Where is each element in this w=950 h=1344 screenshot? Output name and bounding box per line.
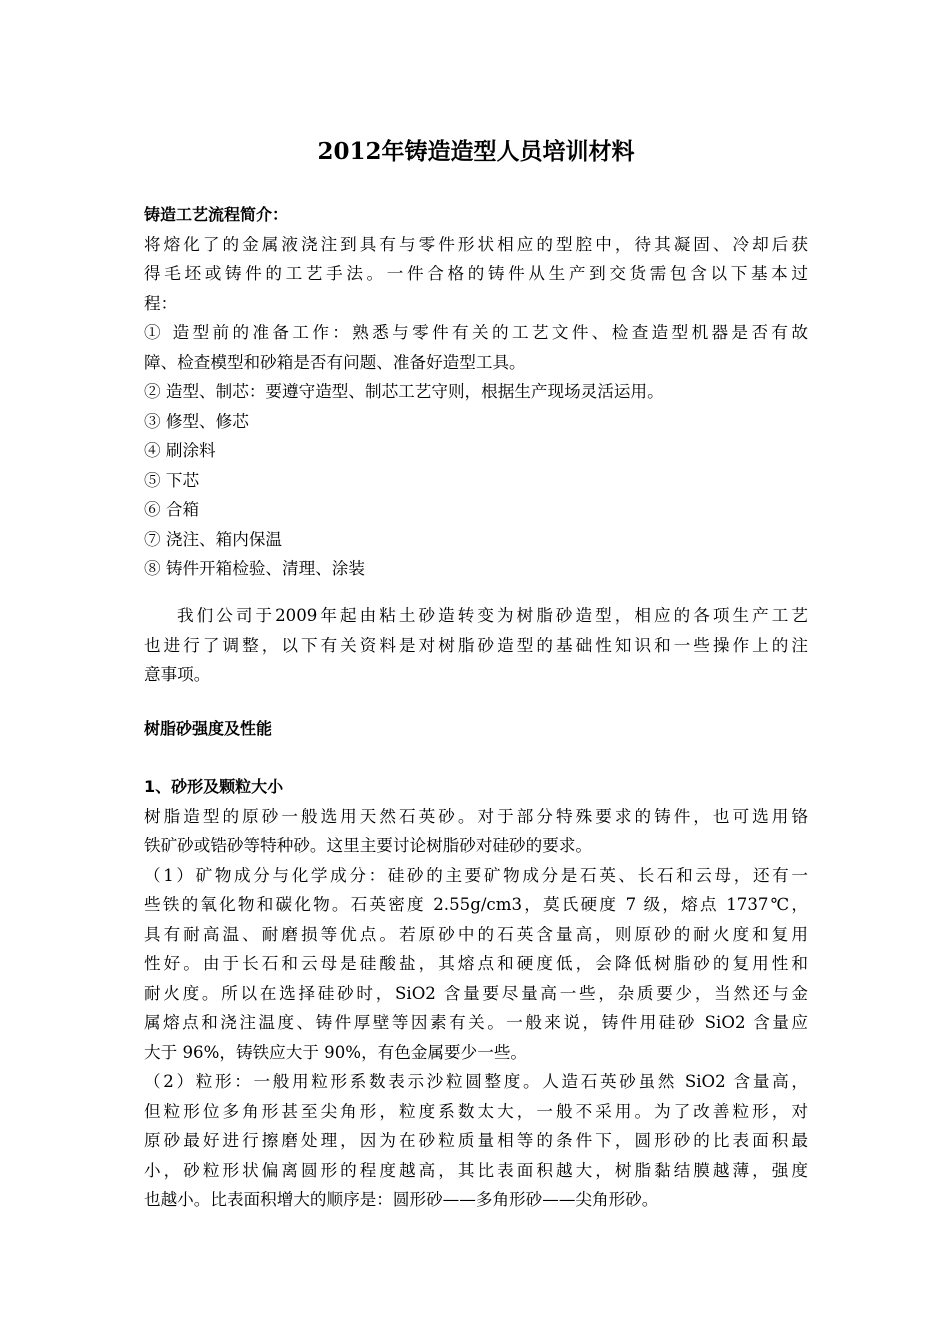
paragraph-line: 属熔点和浇注温度、铸件厚壁等因素有关。一般来说，铸件用硅砂 SiO2 含量应 bbox=[144, 1013, 808, 1032]
list-item: 障、检查模型和砂箱是否有问题、准备好造型工具。 bbox=[144, 352, 526, 372]
list-item: ① 造型前的准备工作：熟悉与零件有关的工艺文件、检查造型机器是否有故 bbox=[144, 323, 808, 342]
list-item: ③ 修型、修芯 bbox=[144, 411, 249, 431]
paragraph-line: 性好。由于长石和云母是硅酸盐，其熔点和硬度低，会降低树脂砂的复用性和 bbox=[144, 954, 808, 973]
paragraph-line: 些铁的氧化物和碳化物。石英密度 2.55g/cm3，莫氏硬度 7 级，熔点 1737℃， bbox=[144, 895, 808, 914]
section-heading: 树脂砂强度及性能 bbox=[144, 719, 273, 738]
paragraph-line: 大于 96%，铸铁应大于 90%，有色金属要少一些。 bbox=[144, 1042, 528, 1062]
paragraph-line: 小，砂粒形状偏离圆形的程度越高，其比表面积越大，树脂黏结膜越薄，强度 bbox=[144, 1160, 808, 1180]
paragraph-line: 铁矿砂或锆砂等特种砂。这里主要讨论树脂砂对硅砂的要求。 bbox=[144, 836, 593, 855]
paragraph-line: 我们公司于2009年起由粘土砂造转变为树脂砂造型，相应的各项生产工艺 bbox=[177, 606, 808, 625]
section-resin-sand bbox=[144, 714, 808, 744]
paragraph-line: （1）矿物成分与化学成分：硅砂的主要矿物成分是石英、长石和云母，还有一 bbox=[144, 865, 808, 885]
paragraph-line: （2）粒形：一般用粒形系数表示沙粒圆整度。人造石英砂虽然 SiO2 含量高， bbox=[144, 1072, 808, 1091]
paragraph-line: 原砂最好进行擦磨处理，因为在砂粒质量相等的条件下，圆形砂的比表面积最 bbox=[144, 1131, 808, 1150]
paragraph-line: 具有耐高温、耐磨损等优点。若原砂中的石英含量高，则原砂的耐火度和复用 bbox=[144, 924, 808, 944]
list-item: ④ 刷涂料 bbox=[144, 441, 216, 460]
section-heading: 1、砂形及颗粒大小 bbox=[144, 777, 284, 796]
paragraph-line: 也进行了调整，以下有关资料是对树脂砂造型的基础性知识和一些操作上的注 bbox=[144, 635, 808, 655]
document-title: 2012年铸造造型人员培训材料 bbox=[317, 138, 635, 165]
paragraph-line: 树脂造型的原砂一般选用天然石英砂。对于部分特殊要求的铸件，也可选用铬 bbox=[144, 806, 808, 826]
paragraph-line: 将熔化了的金属液浇注到具有与零件形状相应的型腔中，待其凝固、冷却后获 bbox=[144, 234, 808, 254]
list-item: ② 造型、制芯：要遵守造型、制芯工艺守则，根据生产现场灵活运用。 bbox=[144, 382, 664, 401]
paragraph-line: 但粒形位多角形甚至尖角形，粒度系数太大，一般不采用。为了改善粒形，对 bbox=[144, 1101, 808, 1121]
section-process-intro bbox=[144, 200, 808, 584]
list-item: ⑦ 浇注、箱内保温 bbox=[144, 529, 283, 549]
paragraph-line: 耐火度。所以在选择硅砂时，SiO2 含量要尽量高一些，杂质要少，当然还与金 bbox=[144, 983, 808, 1003]
paragraph-line: 也越小。比表面积增大的顺序是：圆形砂——多角形砂——尖角形砂。 bbox=[144, 1190, 659, 1209]
list-item: ⑤ 下芯 bbox=[144, 470, 200, 490]
section-sand-shape bbox=[144, 772, 808, 1215]
paragraph-line: 得毛坯或铸件的工艺手法。一件合格的铸件从生产到交货需包含以下基本过 bbox=[144, 264, 808, 283]
company-paragraph bbox=[144, 601, 808, 690]
section-heading: 铸造工艺流程简介： bbox=[144, 205, 289, 224]
paragraph-line: 程： bbox=[144, 293, 178, 313]
list-item: ⑥ 合箱 bbox=[144, 500, 200, 519]
list-item: ⑧ 铸件开箱检验、清理、涂装 bbox=[144, 559, 365, 578]
paragraph-line: 意事项。 bbox=[144, 665, 211, 684]
